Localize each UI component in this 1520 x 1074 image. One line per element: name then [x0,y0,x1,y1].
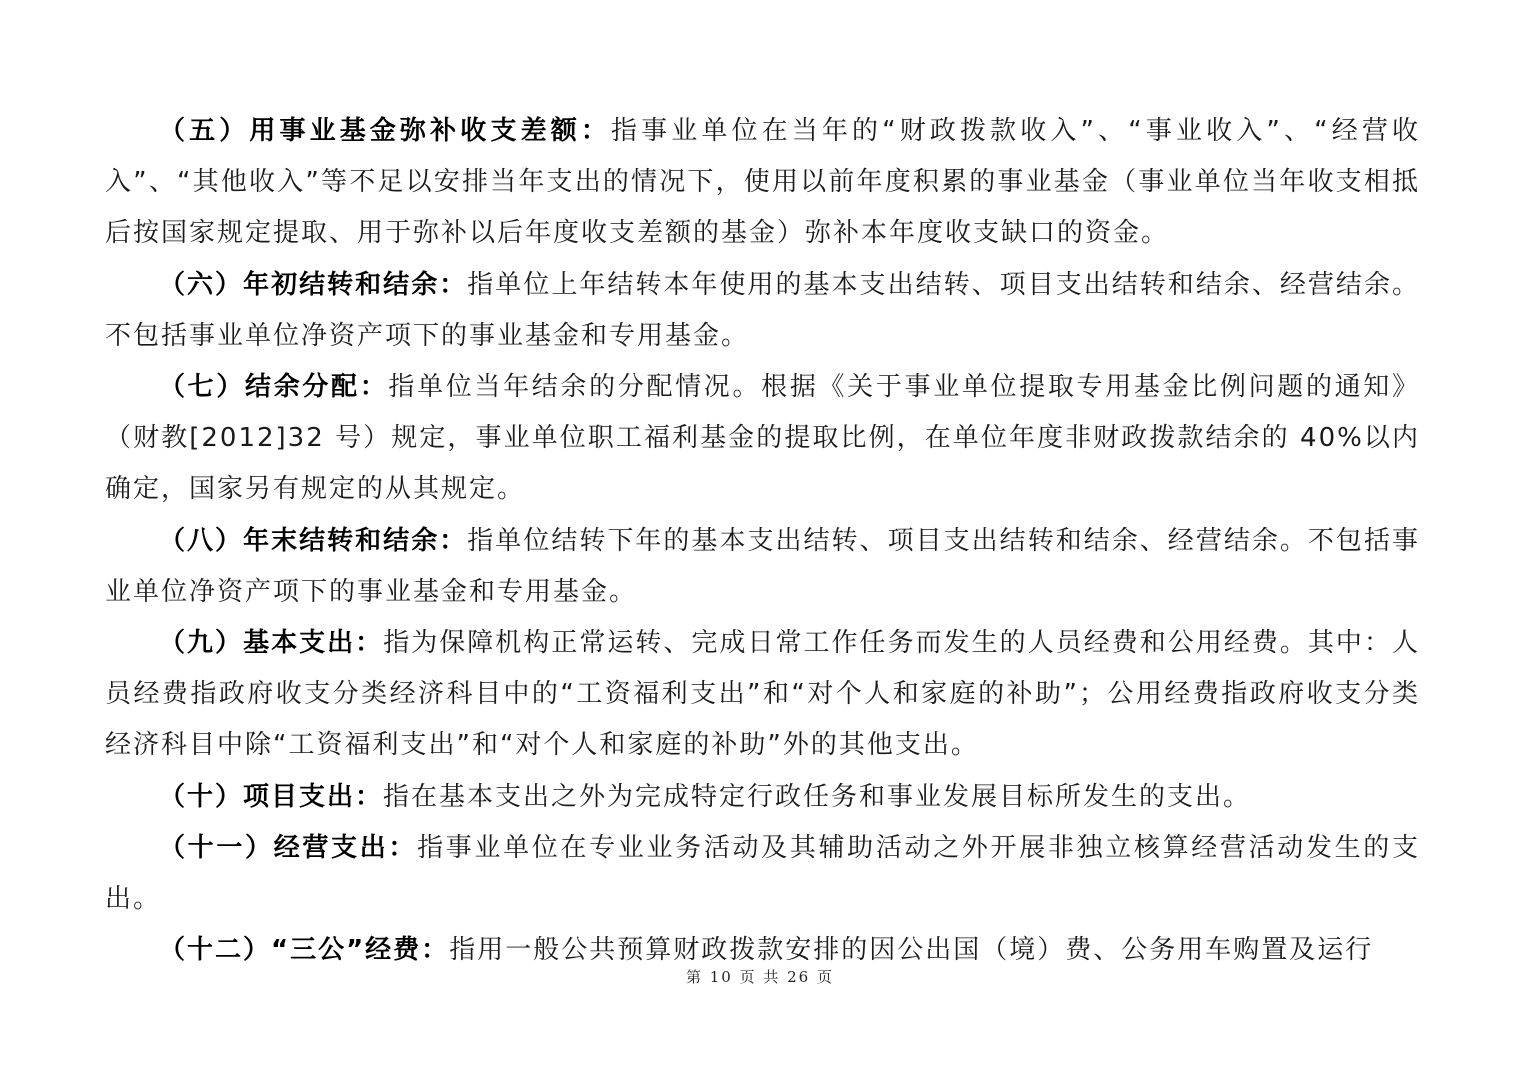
term-definition: 指单位上年结转本年使用的基本支出结转、项目支出结转和结余、经营结余。不包括事业单位净资产项下的事业基金和专用基金。 [105,269,1420,351]
term-heading: （十）项目支出： [159,781,384,812]
term-heading: （七）结余分配： [159,372,389,403]
paragraph-11 [105,823,1420,925]
term-definition: 指为保障机构正常运转、完成日常工作任务而发生的人员经费和公用经费。其中：人员经费指政府收支分类经济科目中的“工资福利支出”和“对个人和家庭的补助”；公用经费指政府收支分类经济科目中除“工资福利支出”和“对个人和家庭的补助”外的其他支出。 [105,628,1420,761]
term-heading: （八）年末结转和结余： [159,525,468,556]
term-heading: （九）基本支出： [159,628,384,659]
paragraph-6 [105,260,1420,362]
term-heading: （五）用事业基金弥补收支差额： [159,116,611,146]
term-definition: 指单位结转下年的基本支出结转、项目支出结转和结余、经营结余。不包括事业单位净资产项下的事业基金和专用基金。 [105,525,1420,607]
paragraph-9 [105,618,1420,772]
paragraph-8 [105,516,1420,618]
document-body [105,106,1420,976]
term-definition: 指单位当年结余的分配情况。根据《关于事业单位提取专用基金比例问题的通知》（财教[2012]32 号）规定，事业单位职工福利基金的提取比例，在单位年度非财政拨款结余的 40%以内确定，国家另有规定的从其规定。 [105,372,1420,505]
term-definition: 指事业单位在专业业务活动及其辅助活动之外开展非独立核算经营活动发生的支出。 [105,832,1420,915]
paragraph-7 [105,362,1420,516]
term-definition: 指事业单位在当年的“财政拨款收入”、“事业收入”、“经营收入”、“其他收入”等不足以安排当年支出的情况下，使用以前年度积累的事业基金（事业单位当年收支相抵后按国家规定提取、用于弥补以后年度收支差额的基金）弥补本年度收支缺口的资金。 [105,116,1420,249]
term-definition: 指用一般公共预算财政拨款安排的因公出国（境）费、公务用车购置及运行 [449,935,1374,966]
page-number-footer: 第 10 页 共 26 页 [685,968,834,986]
paragraph-10 [105,772,1420,823]
term-definition: 指在基本支出之外为完成特定行政任务和事业发展目标所发生的支出。 [383,781,1252,812]
term-heading: （十二）“三公”经费： [159,935,450,966]
term-heading: （六）年初结转和结余： [159,269,468,300]
term-heading: （十一）经营支出： [159,832,418,863]
paragraph-5 [105,106,1420,260]
